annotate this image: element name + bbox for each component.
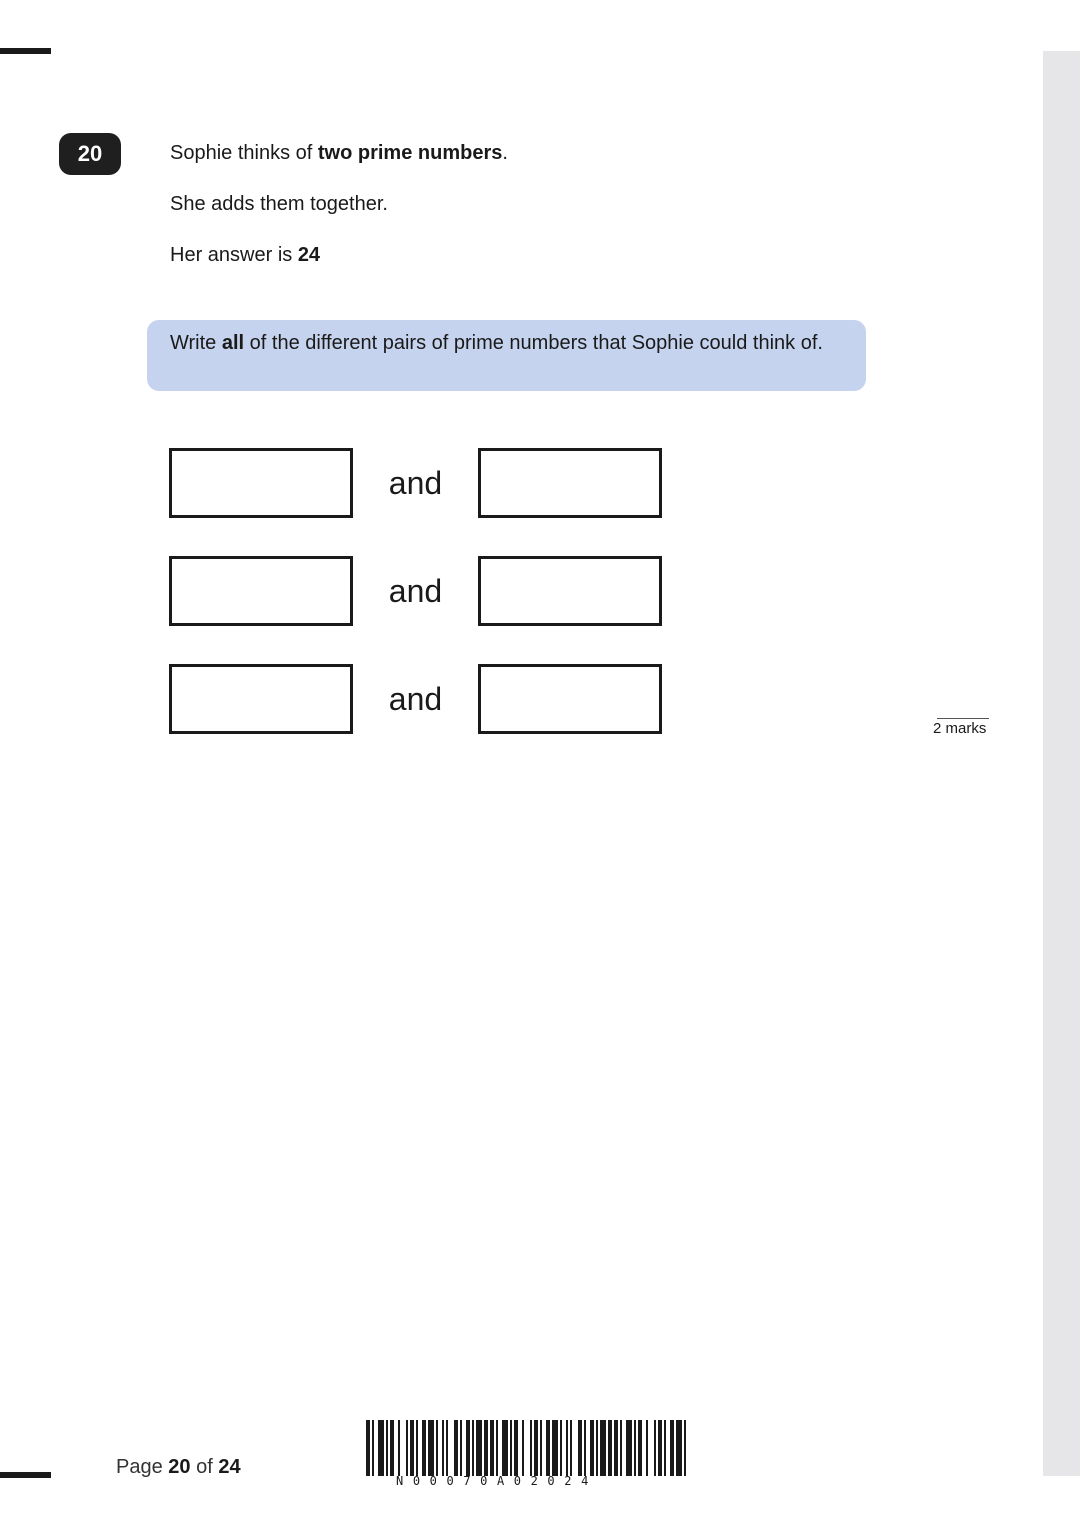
marks-rule [937,718,989,719]
question-line-2: She adds them together. [170,193,388,215]
and-label: and [388,465,443,501]
answer-row [169,664,662,734]
margin-strip [1043,51,1080,1476]
answer-box-right[interactable] [478,448,662,518]
answer-row [169,448,662,518]
page-number: Page 20 of 24 [116,1456,241,1478]
answer-box-right[interactable] [478,556,662,626]
marks-label: 2 marks [933,720,987,737]
barcode-text: N00070A02024 [396,1474,598,1488]
question-line-1: Sophie thinks of two prime numbers. [170,142,508,164]
instruction-box: Write all of the different pairs of prime numbers that Sophie could think of. [147,320,866,391]
barcode [366,1420,686,1476]
question-number: 20 [59,133,121,175]
question-line-3: Her answer is 24 [170,244,321,266]
crop-mark-top [0,48,51,54]
answer-box-left[interactable] [169,556,353,626]
answer-box-left[interactable] [169,448,353,518]
and-label: and [388,573,443,609]
answer-box-right[interactable] [478,664,662,734]
answer-row [169,556,662,626]
answer-box-left[interactable] [169,664,353,734]
crop-mark-bottom [0,1472,51,1478]
and-label: and [388,681,443,717]
